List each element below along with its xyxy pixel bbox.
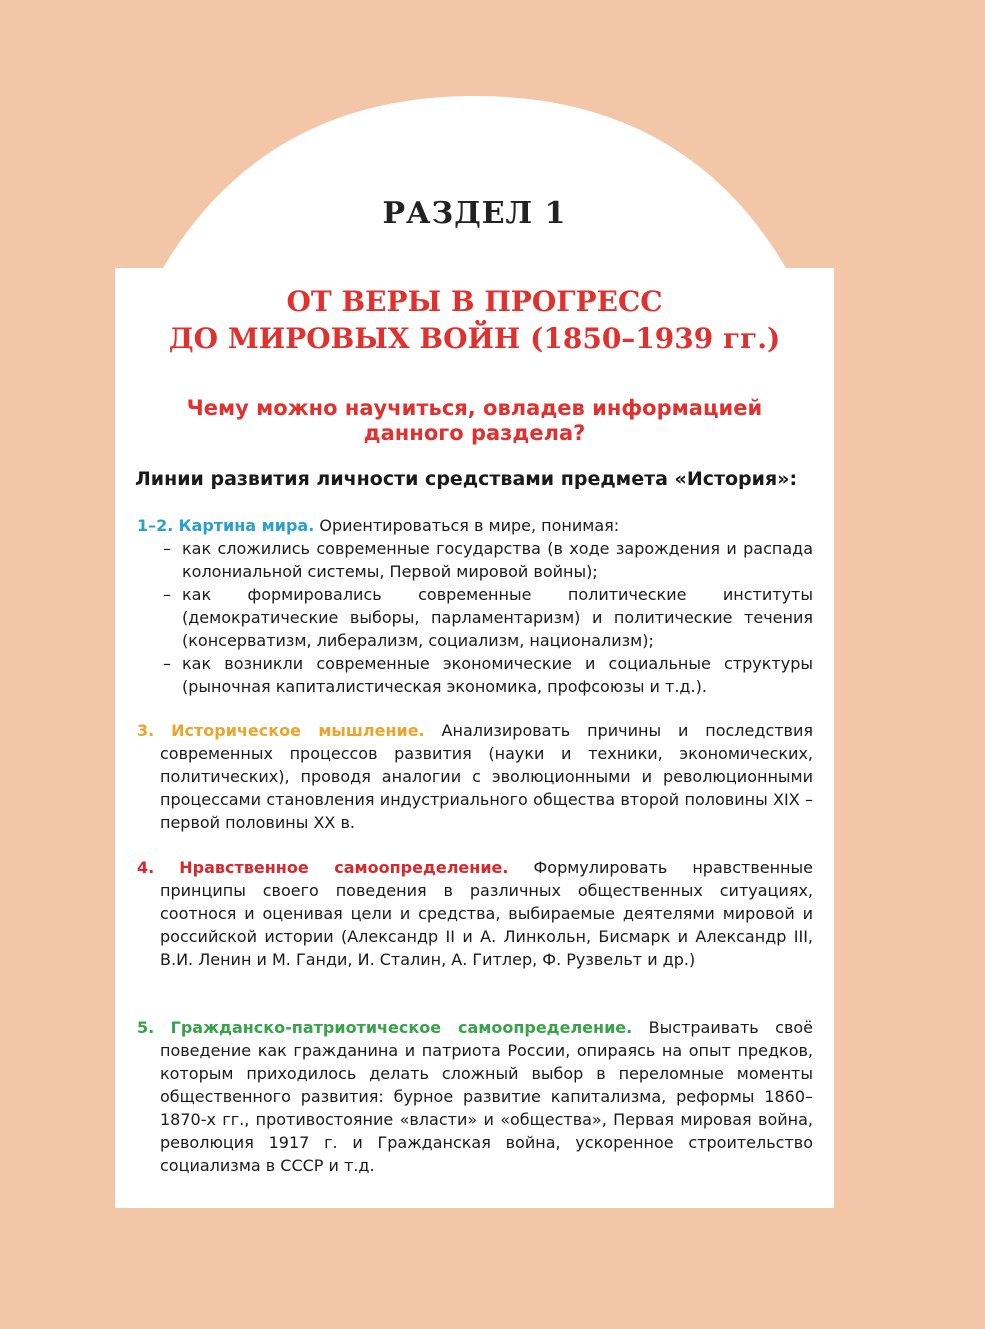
- item-heading: Картина мира.: [178, 516, 315, 535]
- item-moral-self-determination: [137, 856, 813, 971]
- item-text: Анализировать причины и последствия современных процессов развития (науки и техники, экономических, политических), проводя аналогии с эволюционными и революционными процессами становления индустриального общества второй половины XIX – первой половины XX в.: [160, 721, 814, 832]
- item-number: 1–2.: [137, 516, 174, 535]
- item-text: Выстраивать своё поведение как гражданина и патриота России, опираясь на опыт предков, которым приходилось делать сложный выбор в переломные моменты общественного развития: бурное развитие капитализма, реформы 1860–1870-х гг., противостояние «власти» и «общества», Первая мировая война, революция 1917 г. и Гражданская война, ускоренное строительство социализма в СССР и т.д.: [160, 1018, 814, 1175]
- question-line-2: данного раздела?: [363, 421, 586, 445]
- item-heading: Гражданско-патриотическое самоопределение.: [170, 1018, 633, 1037]
- item-number: 3.: [137, 721, 155, 740]
- item-number: 4.: [137, 858, 155, 877]
- item-world-picture: [137, 514, 813, 698]
- list-item: – как сложились современные государства (в ходе зарождения и распада колониальной системы, Первой мировой войны);: [137, 537, 813, 583]
- content-card: [115, 96, 834, 1208]
- item-heading: Историческое мышление.: [171, 721, 425, 740]
- question-heading: [115, 396, 834, 446]
- list-item: – как формировались современные политические институты (демократические выборы, парламентаризм) и политические течения (консерватизм, либерализм, социализм, национализм);: [137, 583, 813, 652]
- section-title-line-1: ОТ ВЕРЫ В ПРОГРЕСС: [286, 285, 663, 318]
- development-lines-heading: Линии развития личности средствами предмета «История»:: [135, 468, 798, 490]
- bullet-list: [137, 537, 813, 698]
- item-historical-thinking: [137, 719, 813, 834]
- item-number: 5.: [137, 1018, 155, 1037]
- item-civic-patriotic-self-determination: [137, 1016, 813, 1177]
- section-title-line-2: ДО МИРОВЫХ ВОЙН (1850–1939 гг.): [168, 322, 781, 355]
- question-line-1: Чему можно научиться, овладев информацией: [186, 396, 763, 420]
- item-text: Формулировать нравственные принципы своего поведения в различных общественных ситуациях, соотнося и оценивая цели и средства, выбираемые деятелями мировой и российской истории (Александр II и А. Линкольн, Бисмарк и Александр III, В.И. Ленин и М. Ганди, И. Сталин, А. Гитлер, Ф. Рузвельт и др.): [160, 858, 813, 969]
- section-label: РАЗДЕЛ 1: [382, 196, 567, 231]
- section-title: [115, 283, 834, 357]
- list-item: – как возникли современные экономические и социальные структуры (рыночная капиталистическая экономика, профсоюзы и т.д.).: [137, 652, 813, 698]
- item-heading: Нравственное самоопределение.: [179, 858, 509, 877]
- item-text: Ориентироваться в мире, понимая:: [319, 516, 620, 535]
